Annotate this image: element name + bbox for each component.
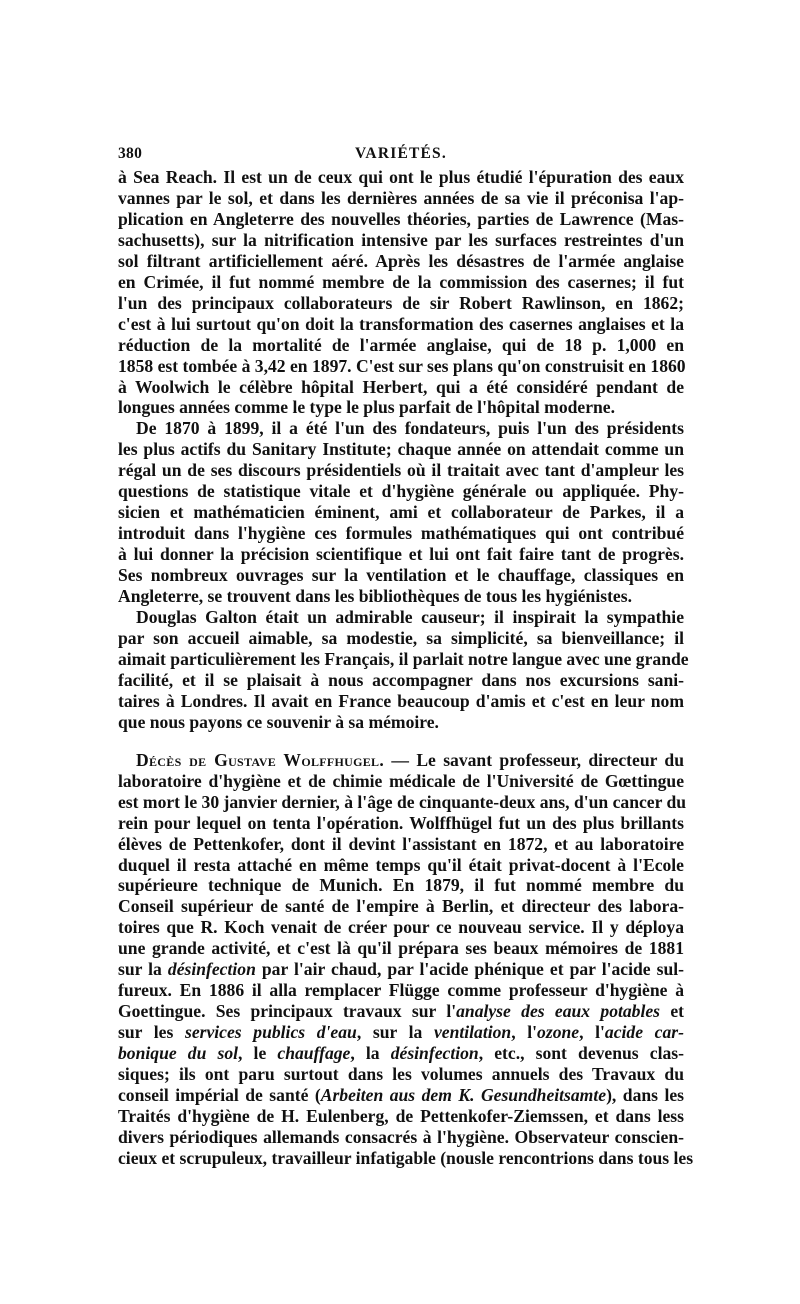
text-line: les plus actifs du Sanitary Institute; chaque année on attendait comme un xyxy=(118,439,684,460)
text-line: c'est à lui surtout qu'on doit la transformation des casernes anglaises et la xyxy=(118,313,684,334)
text-line: régal un de ses discours présidentiels où il traitait avec tant d'ampleur les xyxy=(118,460,684,481)
body-text xyxy=(118,167,694,1169)
section-heading: Décès de Gustave Wolffhugel. xyxy=(136,749,385,770)
text-line: par son accueil aimable, sa modestie, sa simplicité, sa bienveillance; il xyxy=(118,627,684,648)
text-line: bonique du sol, le chauffage, la désinfection, etc., sont devenus clas- xyxy=(118,1043,684,1064)
text-line: est mort le 30 janvier dernier, à l'âge de cinquante-deux ans, d'un cancer du xyxy=(118,791,687,812)
text-line: questions de statistique vitale et d'hygiène générale ou appliquée. Phy- xyxy=(118,481,684,502)
text-line: élèves de Pettenkofer, dont il devint l'assistant en 1872, et au laboratoire xyxy=(118,833,684,854)
text-line: introduit dans l'hygiène ces formules mathématiques qui ont contribué xyxy=(118,523,684,544)
text-line: vannes par le sol, et dans les dernières années de sa vie il préconisa l'ap- xyxy=(118,187,684,208)
text-line: supérieure technique de Munich. En 1879, il fut nommé membre du xyxy=(118,875,684,896)
document-page xyxy=(118,143,694,1169)
text-line: Traités d'hygiène de H. Eulenberg, de Pettenkofer-Ziemssen, et dans less xyxy=(118,1105,684,1126)
text-line: sol filtrant artificiellement aéré. Après les désastres de l'armée anglaise xyxy=(118,250,684,271)
text-line: De 1870 à 1899, il a été l'un des fondateurs, puis l'un des présidents xyxy=(136,418,684,439)
text-line xyxy=(118,750,684,771)
text-line: fureux. En 1886 il alla remplacer Flügge comme professeur d'hygiène à xyxy=(118,980,684,1001)
text-line: en Crimée, il fut nommé membre de la commission des casernes; il fut xyxy=(118,271,684,292)
text-line: duquel il resta attaché en même temps qu'il était privat-docent à l'Ecole xyxy=(118,854,684,875)
text-line: taires à Londres. Il avait en France beaucoup d'amis et c'est en leur nom xyxy=(118,690,684,711)
text-line: Angleterre, se trouvent dans les bibliothèques de tous les hygiénistes. xyxy=(118,586,632,607)
text-line: sur les services publics d'eau, sur la ventilation, l'ozone, l'acide car- xyxy=(118,1022,684,1043)
running-head: VARIÉTÉS. xyxy=(355,145,447,162)
page-number: 380 xyxy=(118,145,143,162)
text-line: aimait particulièrement les Français, il parlait notre langue avec une grande xyxy=(118,648,689,669)
text-line: conseil impérial de santé (Arbeiten aus dem K. Gesundheitsamte), dans les xyxy=(118,1084,684,1105)
text-line: Douglas Galton était un admirable causeur; il inspirait la sympathie xyxy=(136,607,684,628)
text-line: à Woolwich le célèbre hôpital Herbert, qui a été considéré pendant de xyxy=(118,376,684,397)
text-line: laboratoire d'hygiène et de chimie médicale de l'Université de Gœttingue xyxy=(118,770,684,791)
text-line: facilité, et il se plaisait à nous accompagner dans nos excursions sani- xyxy=(118,669,684,690)
text-line: sur la désinfection par l'air chaud, par l'acide phénique et par l'acide sul- xyxy=(118,959,684,980)
text-line: sachusetts), sur la nitrification intensive par les surfaces restreintes d'un xyxy=(118,229,684,250)
text-line: rein pour lequel on tenta l'opération. Wolffhügel fut un des plus brillants xyxy=(118,812,684,833)
text-line: siques; ils ont paru surtout dans les volumes annuels des Travaux du xyxy=(118,1064,684,1085)
text-line: une grande activité, et c'est là qu'il prépara ses beaux mémoires de 1881 xyxy=(118,938,684,959)
text-line: Ses nombreux ouvrages sur la ventilation et le chauffage, classiques en xyxy=(118,565,684,586)
paragraph xyxy=(118,167,684,418)
text-line: sicien et mathématicien éminent, ami et collaborateur de Parkes, il a xyxy=(118,502,684,523)
text-line: l'un des principaux collaborateurs de sir Robert Rawlinson, en 1862; xyxy=(118,292,684,313)
text-line: réduction de la mortalité de l'armée anglaise, qui de 18 p. 1,000 en xyxy=(118,334,684,355)
page-header xyxy=(118,143,684,167)
text-line: toires que R. Koch venait de créer pour ce nouveau service. Il y déploya xyxy=(118,917,684,938)
text-line: à lui donner la précision scientifique et lui ont fait faire tant de progrès. xyxy=(118,544,684,565)
text-line: 1858 est tombée à 3,42 en 1897. C'est sur ses plans qu'on construisit en 1860 xyxy=(118,355,686,376)
section-gap xyxy=(118,733,684,750)
text-line: plication en Angleterre des nouvelles théories, parties de Lawrence (Mas- xyxy=(118,208,684,229)
text-line: que nous payons ce souvenir à sa mémoire. xyxy=(118,711,439,732)
text-line: cieux et scrupuleux, travailleur infatigable (nousle rencontrions dans tous les xyxy=(118,1147,694,1168)
text-line: longues années comme le type le plus parfait de l'hôpital moderne. xyxy=(118,397,616,418)
paragraph xyxy=(118,607,689,733)
text-line-rest: — Le savant professeur, directeur du xyxy=(384,749,684,770)
text-line: divers périodiques allemands consacrés à l'hygiène. Observateur conscien- xyxy=(118,1126,684,1147)
text-line: Conseil supérieur de santé de l'empire à Berlin, et directeur des labora- xyxy=(118,896,684,917)
text-line: Goettingue. Ses principaux travaux sur l'analyse des eaux potables et xyxy=(118,1001,684,1022)
text-line: à Sea Reach. Il est un de ceux qui ont le plus étudié l'épuration des eaux xyxy=(118,167,684,187)
obituary-paragraph xyxy=(118,749,694,1169)
paragraph xyxy=(118,418,684,607)
